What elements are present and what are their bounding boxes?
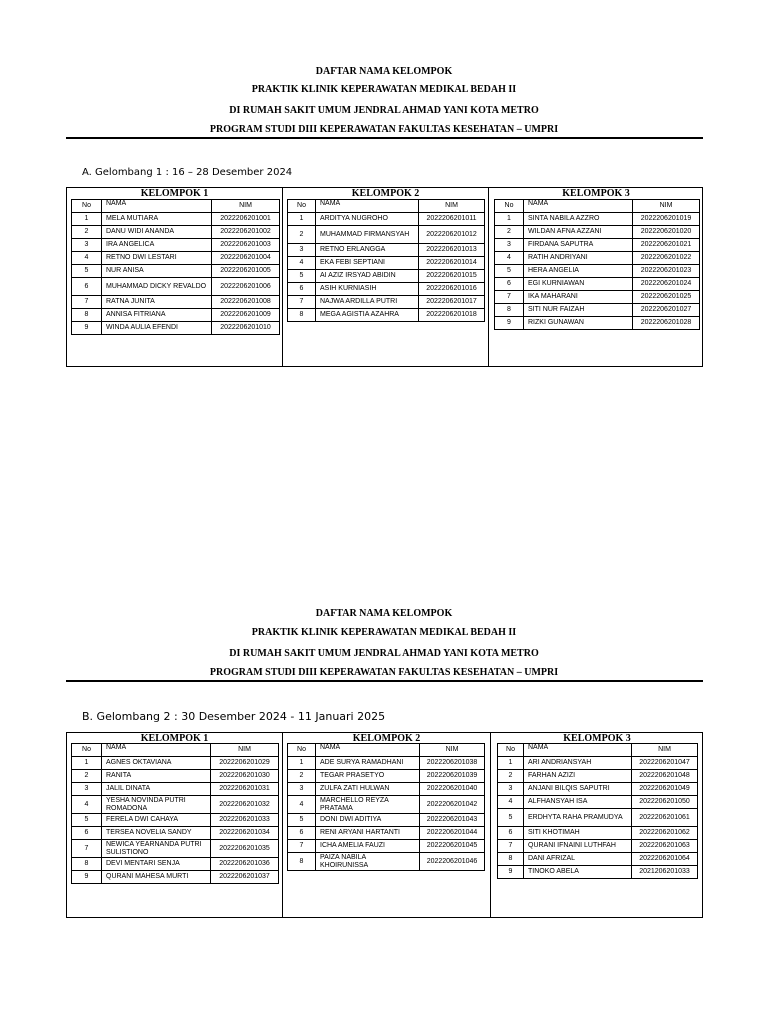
cell-no: 2 — [498, 770, 524, 783]
table-row — [72, 278, 280, 296]
cell-no: 1 — [288, 757, 316, 770]
table-row — [72, 309, 280, 322]
cell-nama: WINDA AULIA EFENDI — [102, 322, 212, 335]
table-row — [72, 871, 279, 884]
col-header-nim: NIM — [212, 200, 280, 213]
cell-no: 2 — [288, 226, 316, 244]
group-table-kelompok-2 — [287, 743, 485, 871]
cell-nama: MUHAMMAD FIRMANSYAH — [316, 226, 419, 244]
cell-nim: 2022206201040 — [420, 783, 485, 796]
col-header-nim: NIM — [633, 200, 700, 213]
doc-subtitle-rumah-sakit: DI RUMAH SAKIT UMUM JENDRAL AHMAD YANI KOTA METRO — [229, 105, 539, 116]
cell-no: 4 — [495, 252, 524, 265]
col-header-no: No — [72, 200, 102, 213]
cell-nama: QURANI MAHESA MURTI — [102, 871, 211, 884]
gelombang-label: A. Gelombang 1 : 16 – 28 Desember 2024 — [82, 167, 293, 178]
table-row — [498, 827, 698, 840]
cell-nama: ALFHANSYAH ISA — [524, 796, 632, 809]
cell-nim: 2022206201027 — [633, 304, 700, 317]
table-row — [288, 757, 485, 770]
group-table-kelompok-3 — [497, 743, 698, 879]
col-header-nama: NAMA — [102, 744, 211, 757]
table-row — [495, 213, 700, 226]
cell-no: 7 — [498, 840, 524, 853]
cell-no: 7 — [72, 296, 102, 309]
cell-nim: 2022206201028 — [633, 317, 700, 330]
cell-nim: 2022206201015 — [419, 270, 485, 283]
table-row — [495, 291, 700, 304]
cell-nama: ZULFA ZATI HULWAN — [316, 783, 420, 796]
col-header-no: No — [498, 744, 524, 757]
cell-nim: 2022206201047 — [632, 757, 698, 770]
header-rule — [66, 137, 703, 139]
group-title-kelompok-1: KELOMPOK 1 — [140, 733, 209, 744]
cell-no: 6 — [72, 827, 102, 840]
table-row — [72, 322, 280, 335]
cell-no: 4 — [288, 796, 316, 814]
cell-no: 2 — [72, 770, 102, 783]
table-row — [72, 858, 279, 871]
cell-nama: ADE SURYA RAMADHANI — [316, 757, 420, 770]
cell-nim: 2022206201050 — [632, 796, 698, 809]
cell-nama: TEGAR PRASETYO — [316, 770, 420, 783]
cell-no: 8 — [72, 309, 102, 322]
col-header-nama: NAMA — [316, 744, 420, 757]
cell-nim: 2022206201017 — [419, 296, 485, 309]
cell-no: 1 — [495, 213, 524, 226]
cell-nim: 2022206201043 — [420, 814, 485, 827]
group-table-kelompok-3 — [494, 199, 700, 330]
col-header-nim: NIM — [632, 744, 698, 757]
doc-subtitle-rumah-sakit: DI RUMAH SAKIT UMUM JENDRAL AHMAD YANI KOTA METRO — [229, 648, 539, 659]
cell-nama: RATNA JUNITA — [102, 296, 212, 309]
cell-no: 6 — [498, 827, 524, 840]
cell-no: 9 — [72, 871, 102, 884]
cell-no: 3 — [498, 783, 524, 796]
cell-nim: 2022206201019 — [633, 213, 700, 226]
table-row — [288, 814, 485, 827]
cell-no: 2 — [72, 226, 102, 239]
cell-nama: DEVI MENTARI SENJA — [102, 858, 211, 871]
cell-nim: 2022206201025 — [633, 291, 700, 304]
cell-nim: 2022206201042 — [420, 796, 485, 814]
cell-nama: ASIH KURNIASIH — [316, 283, 419, 296]
cell-nama: ARI ANDRIANSYAH — [524, 757, 632, 770]
cell-nim: 2022206201029 — [211, 757, 279, 770]
group-title-kelompok-3: KELOMPOK 3 — [562, 188, 630, 199]
col-header-nama: NAMA — [316, 200, 419, 213]
cell-nim: 2022206201032 — [211, 796, 279, 814]
cell-no: 4 — [498, 796, 524, 809]
doc-subtitle-praktik: PRAKTIK KLINIK KEPERAWATAN MEDIKAL BEDAH II — [251, 627, 517, 638]
cell-no: 1 — [498, 757, 524, 770]
table-row — [498, 757, 698, 770]
gelombang-label: B. Gelombang 2 : 30 Desember 2024 - 11 Januari 2025 — [82, 710, 386, 723]
cell-nim: 2022206201035 — [211, 840, 279, 858]
cell-nama: JALIL DINATA — [102, 783, 211, 796]
cell-nama: FIRDANA SAPUTRA — [524, 239, 633, 252]
table-row — [495, 226, 700, 239]
col-header-nama: NAMA — [524, 200, 633, 213]
cell-nim: 2022206201020 — [633, 226, 700, 239]
col-header-no: No — [495, 200, 524, 213]
col-header-no: No — [72, 744, 102, 757]
table-row — [72, 770, 279, 783]
cell-nama: RETNO ERLANGGA — [316, 244, 419, 257]
cell-nama: NAJWA ARDILLA PUTRI — [316, 296, 419, 309]
cell-no: 5 — [72, 265, 102, 278]
cell-nama: TERSEA NOVELIA SANDY — [102, 827, 211, 840]
group-table-kelompok-2 — [287, 199, 485, 322]
cell-nim: 2022206201061 — [632, 809, 698, 827]
group-table-kelompok-1 — [71, 199, 280, 335]
table-row — [288, 840, 485, 853]
table-row — [288, 783, 485, 796]
cell-nim: 2022206201030 — [211, 770, 279, 783]
cell-nim: 2022206201036 — [211, 858, 279, 871]
table-row — [495, 304, 700, 317]
cell-nim: 2022206201011 — [419, 213, 485, 226]
cell-no: 6 — [288, 283, 316, 296]
cell-nama: ANNISA FITRIANA — [102, 309, 212, 322]
cell-no: 7 — [288, 840, 316, 853]
cell-nim: 2022206201062 — [632, 827, 698, 840]
doc-subtitle-praktik: PRAKTIK KLINIK KEPERAWATAN MEDIKAL BEDAH II — [251, 84, 517, 95]
cell-no: 6 — [495, 278, 524, 291]
cell-no: 5 — [288, 814, 316, 827]
cell-nim: 2022206201024 — [633, 278, 700, 291]
cell-nama: RENI ARYANI HARTANTI — [316, 827, 420, 840]
cell-no: 8 — [495, 304, 524, 317]
cell-no: 3 — [72, 239, 102, 252]
table-row — [288, 244, 485, 257]
cell-nim: 2022206201006 — [212, 278, 280, 296]
cell-nama: DONI DWI ADITIYA — [316, 814, 420, 827]
cell-nim: 2022206201016 — [419, 283, 485, 296]
cell-nim: 2022206201031 — [211, 783, 279, 796]
col-header-nim: NIM — [211, 744, 279, 757]
cell-nama: ARDITYA NUGROHO — [316, 213, 419, 226]
cell-nama: WILDAN AFNA AZZANI — [524, 226, 633, 239]
cell-nim: 2022206201002 — [212, 226, 280, 239]
cell-nama: SINTA NABILA AZZRO — [524, 213, 633, 226]
table-row — [288, 213, 485, 226]
group-title-kelompok-1: KELOMPOK 1 — [140, 188, 209, 199]
cell-no: 7 — [288, 296, 316, 309]
cell-no: 8 — [288, 309, 316, 322]
cell-no: 4 — [72, 796, 102, 814]
cell-nim: 2022206201033 — [211, 814, 279, 827]
cell-nama: NUR ANISA — [102, 265, 212, 278]
table-row — [288, 270, 485, 283]
cell-nim: 2022206201022 — [633, 252, 700, 265]
table-row — [72, 296, 280, 309]
doc-subtitle-program-studi: PROGRAM STUDI DIII KEPERAWATAN FAKULTAS KESEHATAN – UMPRI — [209, 667, 559, 678]
cell-nama: MELA MUTIARA — [102, 213, 212, 226]
cell-nama: PAIZA NABILA KHOIRUNISSA — [316, 853, 420, 871]
column-divider — [282, 733, 283, 917]
cell-no: 4 — [72, 252, 102, 265]
table-row — [288, 827, 485, 840]
cell-nama: FARHAN AZIZI — [524, 770, 632, 783]
cell-no: 5 — [498, 809, 524, 827]
table-row — [72, 757, 279, 770]
doc-subtitle-program-studi: PROGRAM STUDI DIII KEPERAWATAN FAKULTAS KESEHATAN – UMPRI — [209, 124, 559, 135]
cell-nim: 2021206201033 — [632, 866, 698, 879]
cell-nim: 2022206201001 — [212, 213, 280, 226]
col-header-no: No — [288, 744, 316, 757]
cell-nim: 2022206201048 — [632, 770, 698, 783]
table-row — [72, 265, 280, 278]
cell-nim: 2022206201044 — [420, 827, 485, 840]
cell-nama: EGI KURNIAWAN — [524, 278, 633, 291]
group-title-kelompok-2: KELOMPOK 2 — [351, 188, 420, 199]
cell-nim: 2022206201003 — [212, 239, 280, 252]
cell-nama: ANJANI BILQIS SAPUTRI — [524, 783, 632, 796]
cell-nama: AGNES OKTAVIANA — [102, 757, 211, 770]
group-table-kelompok-1 — [71, 743, 279, 884]
cell-no: 3 — [495, 239, 524, 252]
cell-no: 1 — [72, 757, 102, 770]
cell-nama: TINOKO ABELA — [524, 866, 632, 879]
table-row — [495, 265, 700, 278]
cell-nim: 2022206201018 — [419, 309, 485, 322]
cell-nama: SITI KHOTIMAH — [524, 827, 632, 840]
group-title-kelompok-3: KELOMPOK 3 — [563, 733, 631, 744]
table-row — [72, 814, 279, 827]
cell-nama: RATIH ANDRIYANI — [524, 252, 633, 265]
group-title-kelompok-2: KELOMPOK 2 — [352, 733, 421, 744]
cell-nama: DANU WIDI ANANDA — [102, 226, 212, 239]
table-row — [495, 278, 700, 291]
column-divider — [282, 188, 283, 366]
cell-nama: MEGA AGISTIA AZAHRA — [316, 309, 419, 322]
table-row — [288, 853, 485, 871]
column-divider — [488, 188, 489, 366]
cell-nama: RETNO DWI LESTARI — [102, 252, 212, 265]
cell-nim: 2022206201008 — [212, 296, 280, 309]
cell-nama: MARCHELLO REYZA PRATAMA — [316, 796, 420, 814]
cell-no: 6 — [72, 278, 102, 296]
table-row — [495, 239, 700, 252]
cell-no: 4 — [288, 257, 316, 270]
cell-nama: YESHA NOVINDA PUTRI ROMADONA — [102, 796, 211, 814]
cell-nama: SITI NUR FAIZAH — [524, 304, 633, 317]
table-row — [498, 770, 698, 783]
table-row — [288, 796, 485, 814]
table-row — [72, 840, 279, 858]
cell-no: 3 — [288, 783, 316, 796]
table-row — [72, 239, 280, 252]
table-row — [72, 827, 279, 840]
cell-nim: 2022206201038 — [420, 757, 485, 770]
doc-title: DAFTAR NAMA KELOMPOK — [315, 608, 453, 619]
cell-nim: 2022206201049 — [632, 783, 698, 796]
col-header-nama: NAMA — [102, 200, 212, 213]
table-row — [288, 309, 485, 322]
doc-title: DAFTAR NAMA KELOMPOK — [315, 66, 453, 77]
cell-nama: IKA MAHARANI — [524, 291, 633, 304]
cell-no: 9 — [495, 317, 524, 330]
cell-no: 5 — [288, 270, 316, 283]
cell-nim: 2022206201064 — [632, 853, 698, 866]
table-row — [72, 796, 279, 814]
cell-no: 2 — [288, 770, 316, 783]
table-row — [72, 783, 279, 796]
cell-no: 8 — [288, 853, 316, 871]
table-row — [498, 809, 698, 827]
cell-nim: 2022206201012 — [419, 226, 485, 244]
cell-nim: 2022206201023 — [633, 265, 700, 278]
cell-no: 9 — [498, 866, 524, 879]
col-header-no: No — [288, 200, 316, 213]
table-row — [288, 283, 485, 296]
cell-nim: 2022206201037 — [211, 871, 279, 884]
cell-nama: MUHAMMAD DICKY REVALDO — [102, 278, 212, 296]
table-row — [288, 226, 485, 244]
cell-nim: 2022206201021 — [633, 239, 700, 252]
cell-nim: 2022206201004 — [212, 252, 280, 265]
table-row — [288, 770, 485, 783]
table-row — [498, 866, 698, 879]
cell-nim: 2022206201063 — [632, 840, 698, 853]
col-header-nim: NIM — [419, 200, 485, 213]
cell-no: 3 — [72, 783, 102, 796]
cell-no: 1 — [72, 213, 102, 226]
cell-nama: ERDHYTA RAHA PRAMUDYA — [524, 809, 632, 827]
table-row — [72, 252, 280, 265]
cell-nim: 2022206201039 — [420, 770, 485, 783]
column-divider — [490, 733, 491, 917]
cell-nama: ICHA AMELIA FAUZI — [316, 840, 420, 853]
cell-nim: 2022206201045 — [420, 840, 485, 853]
cell-no: 7 — [495, 291, 524, 304]
table-row — [288, 257, 485, 270]
cell-nama: EKA FEBI SEPTIANI — [316, 257, 419, 270]
table-row — [72, 213, 280, 226]
cell-no: 5 — [72, 814, 102, 827]
table-row — [495, 317, 700, 330]
cell-nama: IRA ANGELICA — [102, 239, 212, 252]
cell-no: 5 — [495, 265, 524, 278]
cell-no: 8 — [72, 858, 102, 871]
table-row — [495, 252, 700, 265]
cell-nama: FERELA DWI CAHAYA — [102, 814, 211, 827]
cell-nama: DANI AFRIZAL — [524, 853, 632, 866]
table-row — [72, 226, 280, 239]
cell-nim: 2022206201013 — [419, 244, 485, 257]
cell-nim: 2022206201034 — [211, 827, 279, 840]
cell-nama: NEWICA YEARNANDA PUTRI SULISTIONO — [102, 840, 211, 858]
cell-no: 6 — [288, 827, 316, 840]
table-row — [498, 840, 698, 853]
cell-no: 7 — [72, 840, 102, 858]
cell-nama: QURANI IFNAINI LUTHFAH — [524, 840, 632, 853]
cell-nim: 2022206201009 — [212, 309, 280, 322]
table-row — [288, 296, 485, 309]
cell-nama: AI AZIZ IRSYAD ABIDIN — [316, 270, 419, 283]
col-header-nim: NIM — [420, 744, 485, 757]
cell-no: 3 — [288, 244, 316, 257]
col-header-nama: NAMA — [524, 744, 632, 757]
table-row — [498, 853, 698, 866]
cell-nama: RANITA — [102, 770, 211, 783]
cell-nim: 2022206201010 — [212, 322, 280, 335]
cell-nim: 2022206201005 — [212, 265, 280, 278]
cell-nim: 2022206201014 — [419, 257, 485, 270]
table-row — [498, 796, 698, 809]
cell-no: 2 — [495, 226, 524, 239]
cell-nama: RIZKI GUNAWAN — [524, 317, 633, 330]
header-rule — [66, 680, 703, 682]
table-row — [498, 783, 698, 796]
cell-nama: HERA ANGELIA — [524, 265, 633, 278]
cell-no: 8 — [498, 853, 524, 866]
cell-no: 1 — [288, 213, 316, 226]
cell-nim: 2022206201046 — [420, 853, 485, 871]
cell-no: 9 — [72, 322, 102, 335]
